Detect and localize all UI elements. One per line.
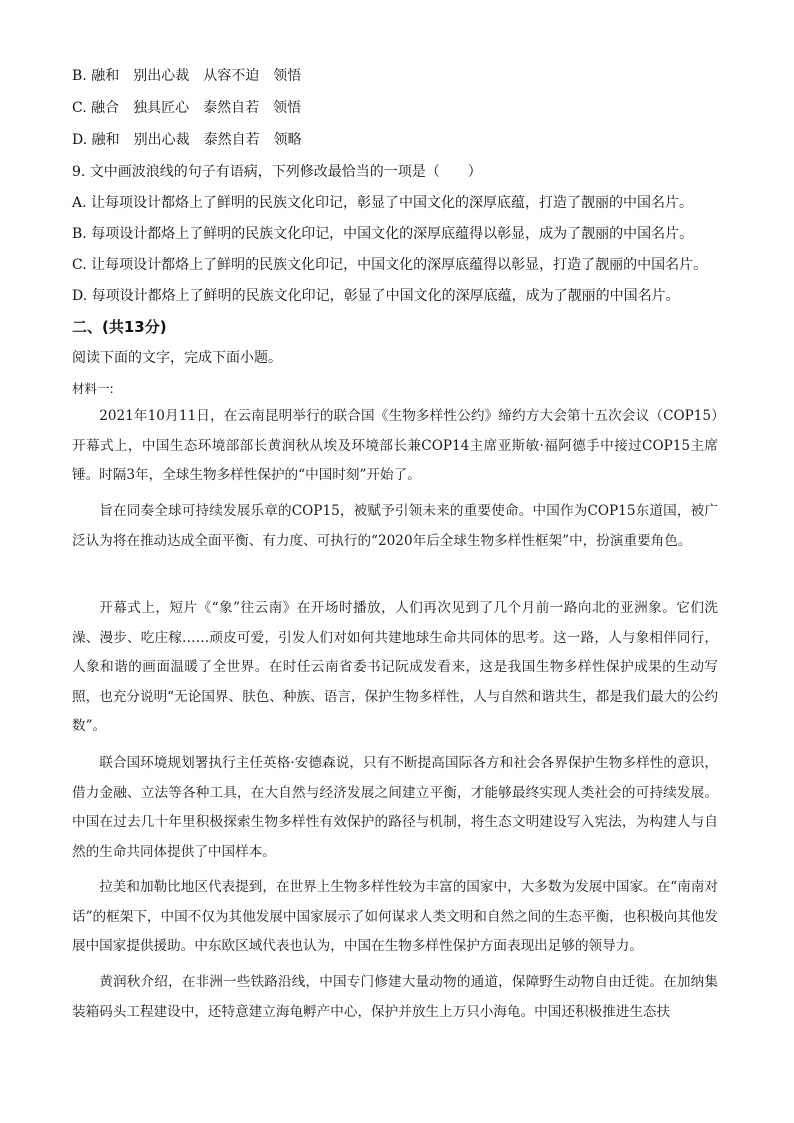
question-9-option-a: A. 让每项设计都烙上了鲜明的民族文化印记，彰显了中国文化的深厚底蕴，打造了靓丽的中国名片。 [72,195,694,211]
material-paragraph-6: 黄润秋介绍，在非洲一些铁路沿线，中国专门修建大量动物的通道，保障野生动物自由迁徙。在加纳集装箱码头工程建设中，还特意建立海龟孵产中心，保护并放生上万只小海龟。中国还积极推进生态扶 [72,974,718,1020]
reading-instruction: 阅读下面的文字，完成下面小题。 [72,350,282,366]
section-2-heading: 二、(共13分) [72,318,167,336]
material-paragraph-2: 旨在同奏全球可持续发展乐章的COP15，被赋予引领未来的重要使命。中国作为COP15东道国，被广泛认为将在推动达成全面平衡、有力度、可执行的“2020年后全球生物多样性框架”中，扮演重要角色。 [72,503,718,549]
question-9-option-d: D. 每项设计都烙上了鲜明的民族文化印记，彰显了中国文化的深厚底蕴，成为了靓丽的中国名片。 [72,288,680,304]
material-paragraph-4: 联合国环境规划署执行主任英格·安德森说，只有不断提高国际各方和社会各界保护生物多样性的意识，借力金融、立法等各种工具，在大自然与经济发展之间建立平衡，才能够最终实现人类社会的可持续发展。中国在过去几十年里积极探索生物多样性有效保护的路径与机制，将生态文明建设写入宪法，为构建人与自然的生命共同体提供了中国样本。 [72,755,718,860]
material-paragraph-5: 拉美和加勒比地区代表提到，在世界上生物多样性较为丰富的国家中，大多数为发展中国家。在“南南对话”的框架下，中国不仅为其他发展中国家展示了如何谋求人类文明和自然之间的生态平衡，也积极向其他发展中国家提供援助。中东欧区域代表也认为，中国在生物多样性保护方面表现出足够的领导力。 [72,879,718,954]
question-9-option-b: B. 每项设计都烙上了鲜明的民族文化印记，中国文化的深厚底蕴得以彰显，成为了靓丽的中国名片。 [72,226,694,242]
question-9-stem: 9. 文中画波浪线的句子有语病，下列修改最恰当的一项是（ ） [72,164,482,180]
question-8-option-d: D. 融和 别出心裁 泰然自若 领略 [72,132,302,148]
material-paragraph-3: 开幕式上，短片《“象”往云南》在开场时播放，人们再次见到了几个月前一路向北的亚洲象。它们洗澡、漫步、吃庄稼……顽皮可爱，引发人们对如何共建地球生命共同体的思考。这一路，人与象相伴同行，人象和谐的画面温暖了全世界。在时任云南省委书记阮成发看来，这是我国生物多样性保护成果的生动写照，也充分说明“无论国界、肤色、种族、语言，保护生物多样性，人与自然和谐共生，都是我们最大的公约数”。 [72,600,718,734]
material-label: 材料一: [72,381,114,396]
question-9-option-c: C. 让每项设计都烙上了鲜明的民族文化印记，中国文化的深厚底蕴得以彰显，打造了靓丽的中国名片。 [72,257,708,273]
question-8-option-b: B. 融和 别出心裁 从容不迫 领悟 [72,68,302,84]
material-paragraph-1: 2021年10月11日，在云南昆明举行的联合国《生物多样性公约》缔约方大会第十五次会议（COP15）开幕式上，中国生态环境部部长黄润秋从埃及环境部长兼COP14主席亚斯敏·福阿德手中接过COP15主席锤。时隔3年，全球生物多样性保护的“中国时刻”开始了。 [72,408,718,483]
question-8-option-c: C. 融合 独具匠心 泰然自若 领悟 [72,100,302,116]
